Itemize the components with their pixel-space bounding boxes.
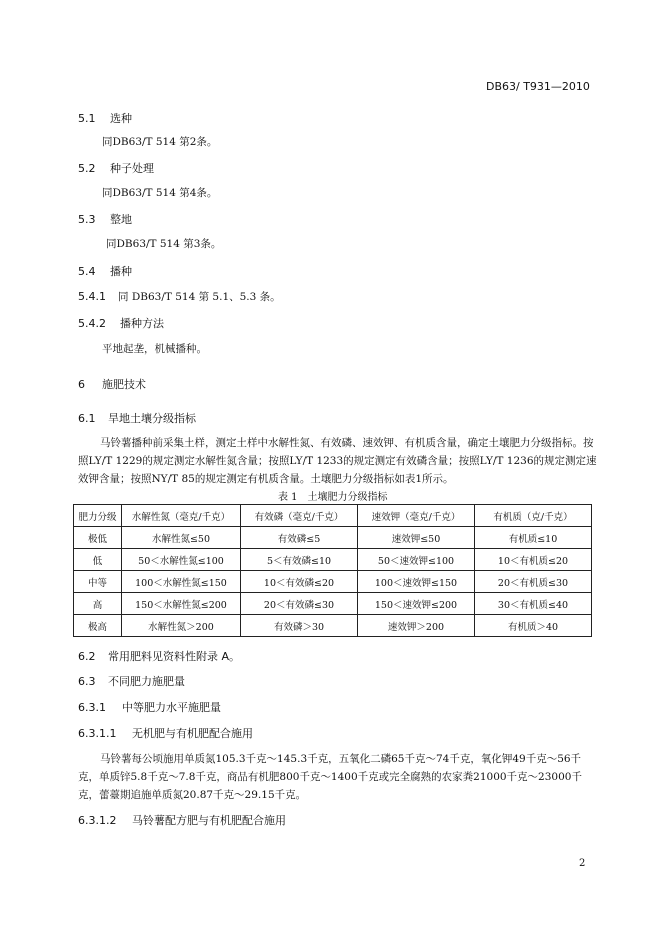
table-header-cell: 速效钾（毫克/千克）: [358, 505, 475, 527]
section-heading: [78, 673, 185, 689]
section-number: 5.4: [78, 265, 96, 278]
table-row: [74, 593, 592, 615]
section-number: 6.3.1: [78, 701, 106, 714]
table-cell: 5＜有效磷≤10: [241, 549, 358, 571]
table-cell: 高: [74, 593, 122, 615]
table-header-row: [74, 505, 592, 527]
section-heading: [78, 725, 253, 741]
table-cell: 水解性氮≤50: [122, 527, 241, 549]
section-number: 6.3.1.1: [78, 727, 117, 740]
page-number: 2: [579, 858, 586, 869]
section-heading: [78, 289, 281, 304]
section-number: 5.4.2: [78, 317, 106, 330]
standard-code: DB63/ T931—2010: [486, 80, 590, 93]
section-body: 马铃薯每公顷施用单质氮105.3千克～145.3千克，五氧化二磷65千克～74千克，氧化钾49千克～56千克，单质锌5.8千克～7.8千克，商品有机肥800千克～1400千克或完全腐熟的农家粪21000千克～23000千克，蕾薹期追施单质氮20.87千克～29.15千克。: [78, 753, 582, 801]
section-heading: [78, 160, 154, 176]
section-heading: [78, 315, 164, 331]
table-cell: 有效磷＞30: [241, 615, 358, 637]
section-number: 5.4.1: [78, 290, 106, 303]
section-title: 常用肥料见资料性附录 A。: [108, 650, 241, 663]
table-cell: 50＜速效钾≤100: [358, 549, 475, 571]
section-title: 播种方法: [120, 317, 164, 330]
table-cell: 100＜速效钾≤150: [358, 571, 475, 593]
table-header-cell: 肥力分级: [74, 505, 122, 527]
table-cell: 20＜有机质≤30: [475, 571, 592, 593]
section-title: 施肥技术: [102, 378, 146, 391]
section-heading: [78, 410, 196, 426]
table-cell: 极高: [74, 615, 122, 637]
section-number: 5.1: [78, 112, 96, 125]
table-cell: 50＜水解性氮≤100: [122, 549, 241, 571]
section-title: 马铃薯配方肥与有机肥配合施用: [132, 814, 286, 827]
section-title: 同 DB63/T 514 第 5.1、5.3 条。: [118, 291, 281, 303]
section-heading: [78, 812, 286, 828]
section-number: 5.2: [78, 162, 96, 175]
section-title: 不同肥力施肥量: [108, 675, 185, 688]
section-number: 6: [78, 378, 85, 391]
section-body: 同DB63/T 514 第4条。: [102, 187, 218, 199]
table-header-cell: 有机质（克/千克）: [475, 505, 592, 527]
section-heading: [78, 110, 132, 126]
table-row: [74, 527, 592, 549]
table-row: [74, 615, 592, 637]
table-cell: 10＜有机质≤20: [475, 549, 592, 571]
table-cell: 速效钾＞200: [358, 615, 475, 637]
table-cell: 100＜水解性氮≤150: [122, 571, 241, 593]
section-title: 中等肥力水平施肥量: [122, 701, 221, 714]
section-heading: [78, 211, 132, 227]
section-body: 马铃薯播种前采集土样，测定土样中水解性氮、有效磷、速效钾、有机质含量，确定土壤肥力分级指标。按照LY/T 1229的规定测定水解性氮含量；按照LY/T 1233的规定测定有效磷含量；按照LY/T 1236的规定测定速效钾含量；按照NY/T 85的规定测定有机质含量。土壤肥力分级指标如表1所示。: [78, 437, 597, 485]
table-header-cell: 有效磷（毫克/千克）: [241, 505, 358, 527]
table-cell: 有效磷≤5: [241, 527, 358, 549]
table-cell: 10＜有效磷≤20: [241, 571, 358, 593]
table-cell: 水解性氮＞200: [122, 615, 241, 637]
table-cell: 低: [74, 549, 122, 571]
table-cell: 有机质≤10: [475, 527, 592, 549]
table-cell: 150＜水解性氮≤200: [122, 593, 241, 615]
table-cell: 中等: [74, 571, 122, 593]
section-title: 播种: [110, 265, 132, 278]
table-cell: 30＜有机质≤40: [475, 593, 592, 615]
section-title: 种子处理: [110, 162, 154, 175]
table-row: [74, 549, 592, 571]
table-header-cell: 水解性氮（毫克/千克）: [122, 505, 241, 527]
table-cell: 20＜有效磷≤30: [241, 593, 358, 615]
section-heading: [78, 648, 240, 664]
section-number: 6.2: [78, 650, 96, 663]
table-cell: 150＜速效钾≤200: [358, 593, 475, 615]
section-number: 5.3: [78, 213, 96, 226]
table-caption: 表 1 土壤肥力分级指标: [278, 492, 388, 503]
section-title: 旱地土壤分级指标: [108, 412, 196, 425]
section-number: 6.3: [78, 675, 96, 688]
section-body: 同DB63/T 514 第3条。: [106, 238, 222, 250]
section-number: 6.3.1.2: [78, 814, 117, 827]
section-body: 平地起垄，机械播种。: [102, 343, 207, 355]
section-heading: [78, 263, 132, 279]
table-cell: 极低: [74, 527, 122, 549]
table-cell: 速效钾≤50: [358, 527, 475, 549]
section-title: 整地: [110, 213, 132, 226]
section-title: 选种: [110, 112, 132, 125]
section-number: 6.1: [78, 412, 96, 425]
table-row: [74, 571, 592, 593]
soil-fertility-table: [73, 504, 592, 637]
section-heading: [78, 376, 146, 392]
section-title: 无机肥与有机肥配合施用: [132, 727, 253, 740]
section-heading: [78, 699, 221, 715]
section-body: 同DB63/T 514 第2条。: [102, 136, 218, 148]
table-cell: 有机质＞40: [475, 615, 592, 637]
